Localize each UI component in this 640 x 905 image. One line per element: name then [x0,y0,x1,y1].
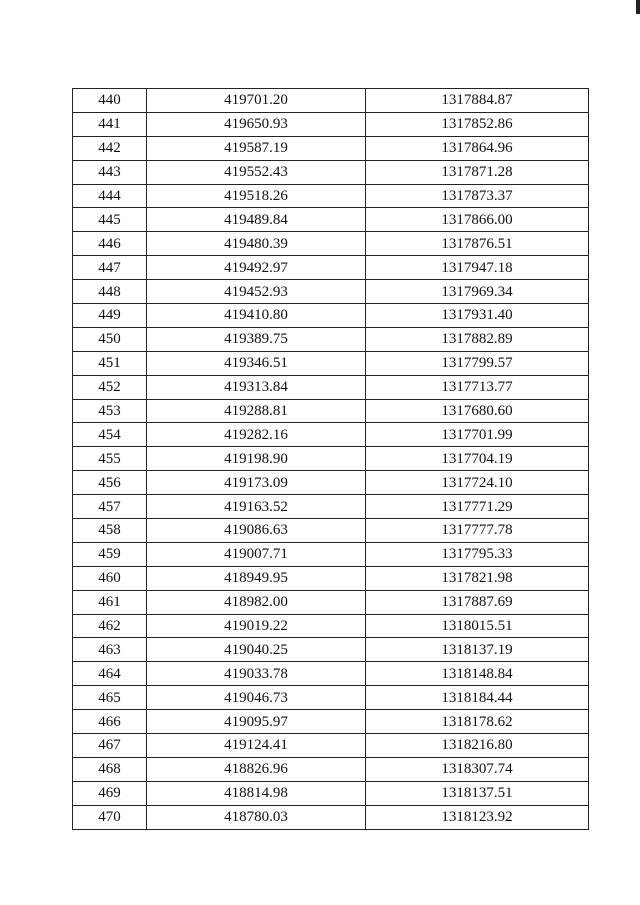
table-row [73,710,589,734]
point-number-cell: 446 [73,232,147,256]
point-number-cell: 440 [73,89,147,113]
y-coordinate-cell: 1318178.62 [366,710,589,734]
y-coordinate-cell: 1317882.89 [366,327,589,351]
point-number-cell: 442 [73,136,147,160]
point-number-cell: 444 [73,184,147,208]
x-coordinate-cell: 419086.63 [147,519,366,543]
y-coordinate-cell: 1318123.92 [366,805,589,829]
y-coordinate-cell: 1317795.33 [366,542,589,566]
y-coordinate-cell: 1318148.84 [366,662,589,686]
x-coordinate-cell: 419288.81 [147,399,366,423]
point-number-cell: 468 [73,757,147,781]
y-coordinate-cell: 1318307.74 [366,757,589,781]
y-coordinate-cell: 1317871.28 [366,160,589,184]
y-coordinate-cell: 1317713.77 [366,375,589,399]
y-coordinate-cell: 1317771.29 [366,495,589,519]
table-row [73,590,589,614]
x-coordinate-cell: 419552.43 [147,160,366,184]
x-coordinate-cell: 419040.25 [147,638,366,662]
x-coordinate-cell: 419587.19 [147,136,366,160]
point-number-cell: 451 [73,351,147,375]
table-row [73,184,589,208]
table-row [73,495,589,519]
x-coordinate-cell: 419489.84 [147,208,366,232]
point-number-cell: 461 [73,590,147,614]
table-row [73,304,589,328]
table-row [73,112,589,136]
point-number-cell: 463 [73,638,147,662]
y-coordinate-cell: 1318184.44 [366,686,589,710]
table-row [73,757,589,781]
table-row [73,542,589,566]
point-number-cell: 448 [73,280,147,304]
point-number-cell: 450 [73,327,147,351]
table-row [73,256,589,280]
x-coordinate-cell: 419033.78 [147,662,366,686]
table-row [73,89,589,113]
table-row [73,327,589,351]
point-number-cell: 449 [73,304,147,328]
x-coordinate-cell: 419007.71 [147,542,366,566]
x-coordinate-cell: 419410.80 [147,304,366,328]
table-row [73,447,589,471]
x-coordinate-cell: 419346.51 [147,351,366,375]
table-row [73,160,589,184]
scan-edge-mark [636,0,640,14]
point-number-cell: 452 [73,375,147,399]
table-row [73,781,589,805]
table-row [73,662,589,686]
table-row [73,208,589,232]
point-number-cell: 464 [73,662,147,686]
y-coordinate-cell: 1317873.37 [366,184,589,208]
point-number-cell: 456 [73,471,147,495]
x-coordinate-cell: 419518.26 [147,184,366,208]
point-number-cell: 470 [73,805,147,829]
table-row [73,351,589,375]
y-coordinate-cell: 1317887.69 [366,590,589,614]
table-row [73,566,589,590]
table-row [73,280,589,304]
table-row [73,375,589,399]
y-coordinate-cell: 1317884.87 [366,89,589,113]
point-number-cell: 443 [73,160,147,184]
point-number-cell: 445 [73,208,147,232]
x-coordinate-cell: 419650.93 [147,112,366,136]
y-coordinate-cell: 1317866.00 [366,208,589,232]
point-number-cell: 465 [73,686,147,710]
y-coordinate-cell: 1318137.51 [366,781,589,805]
x-coordinate-cell: 419313.84 [147,375,366,399]
y-coordinate-cell: 1317821.98 [366,566,589,590]
x-coordinate-cell: 418982.00 [147,590,366,614]
x-coordinate-cell: 419124.41 [147,734,366,758]
table-row [73,471,589,495]
x-coordinate-cell: 419701.20 [147,89,366,113]
x-coordinate-cell: 419282.16 [147,423,366,447]
coordinates-table-body [73,89,589,830]
point-number-cell: 467 [73,734,147,758]
x-coordinate-cell: 419173.09 [147,471,366,495]
point-number-cell: 462 [73,614,147,638]
x-coordinate-cell: 418949.95 [147,566,366,590]
x-coordinate-cell: 419046.73 [147,686,366,710]
table-row [73,399,589,423]
y-coordinate-cell: 1317777.78 [366,519,589,543]
x-coordinate-cell: 419492.97 [147,256,366,280]
point-number-cell: 469 [73,781,147,805]
y-coordinate-cell: 1317724.10 [366,471,589,495]
y-coordinate-cell: 1317969.34 [366,280,589,304]
table-row [73,423,589,447]
point-number-cell: 466 [73,710,147,734]
table-row [73,614,589,638]
table-row [73,805,589,829]
y-coordinate-cell: 1317947.18 [366,256,589,280]
y-coordinate-cell: 1317701.99 [366,423,589,447]
y-coordinate-cell: 1317704.19 [366,447,589,471]
point-number-cell: 457 [73,495,147,519]
y-coordinate-cell: 1317864.96 [366,136,589,160]
point-number-cell: 447 [73,256,147,280]
x-coordinate-cell: 419389.75 [147,327,366,351]
x-coordinate-cell: 419452.93 [147,280,366,304]
table-row [73,519,589,543]
x-coordinate-cell: 419095.97 [147,710,366,734]
table-row [73,136,589,160]
point-number-cell: 454 [73,423,147,447]
x-coordinate-cell: 418780.03 [147,805,366,829]
x-coordinate-cell: 418826.96 [147,757,366,781]
y-coordinate-cell: 1317876.51 [366,232,589,256]
point-number-cell: 455 [73,447,147,471]
y-coordinate-cell: 1317931.40 [366,304,589,328]
y-coordinate-cell: 1317799.57 [366,351,589,375]
y-coordinate-cell: 1317852.86 [366,112,589,136]
point-number-cell: 460 [73,566,147,590]
y-coordinate-cell: 1318015.51 [366,614,589,638]
table-row [73,734,589,758]
coordinates-table [72,88,589,830]
x-coordinate-cell: 419198.90 [147,447,366,471]
x-coordinate-cell: 419163.52 [147,495,366,519]
x-coordinate-cell: 418814.98 [147,781,366,805]
point-number-cell: 441 [73,112,147,136]
table-row [73,638,589,662]
point-number-cell: 453 [73,399,147,423]
y-coordinate-cell: 1318216.80 [366,734,589,758]
y-coordinate-cell: 1318137.19 [366,638,589,662]
table-row [73,686,589,710]
x-coordinate-cell: 419480.39 [147,232,366,256]
point-number-cell: 458 [73,519,147,543]
point-number-cell: 459 [73,542,147,566]
x-coordinate-cell: 419019.22 [147,614,366,638]
y-coordinate-cell: 1317680.60 [366,399,589,423]
table-row [73,232,589,256]
